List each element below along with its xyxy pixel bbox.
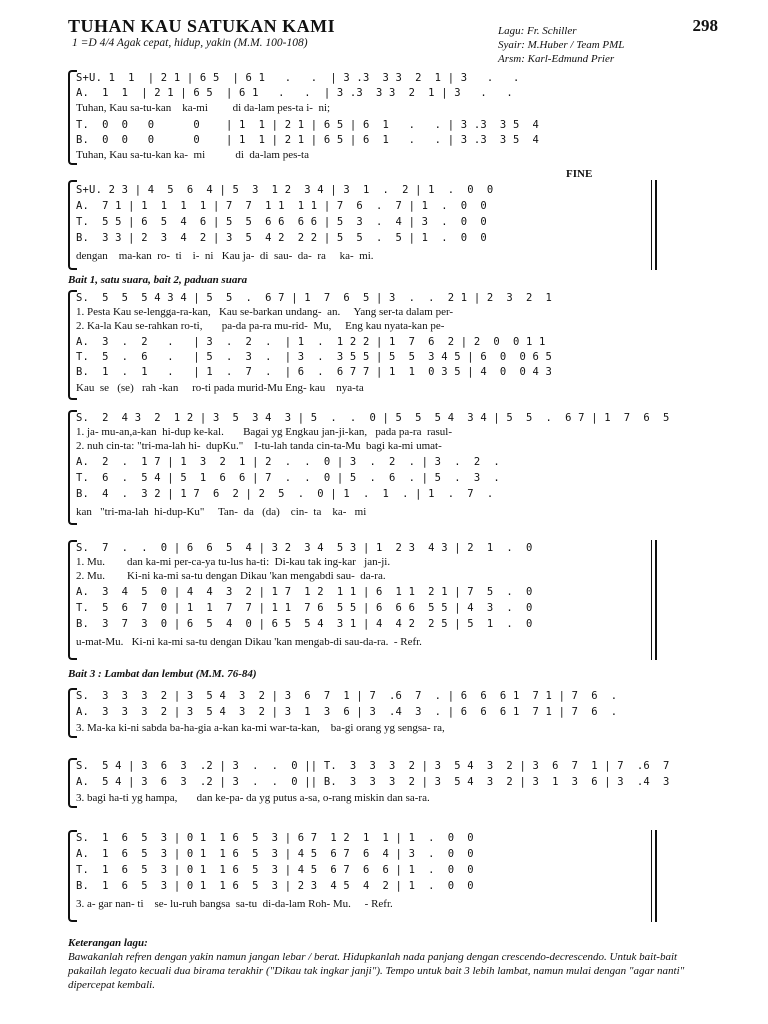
lyric-line: dengan ma-kan ro- ti i- ni Kau ja- di sau- da- ra ka- mi. [76, 250, 374, 262]
lyric-line: Tuhan, Kau sa-tu-kan ka- mi di da-lam pes-ta [76, 149, 309, 161]
part-row: A. 3 3 3 2 | 3 5 4 3 2 | 3 1 3 6 | 3 .4 3 . | 6 6 6 1 7 1 | 7 6 . [76, 706, 618, 718]
credits [498, 24, 624, 66]
lyric-line: Kau se (se) rah -kan ro-ti pada murid-Mu Eng- kau nya-ta [76, 382, 364, 394]
score-system-5 [68, 540, 653, 660]
part-row: S+U. 1 1 | 2 1 | 6 5 | 6 1 . . | 3 .3 3 3 2 1 | 3 . . [76, 72, 520, 84]
part-row: S. 5 5 5 4 3 4 | 5 5 . 6 7 | 1 7 6 5 | 3 . . 2 1 | 2 3 2 1 [76, 292, 553, 304]
final-barline [651, 180, 657, 270]
score-system-7 [68, 758, 670, 808]
part-row: S. 3 3 3 2 | 3 5 4 3 2 | 3 6 7 1 | 7 .6 7 . | 6 6 6 1 7 1 | 7 6 . [76, 690, 618, 702]
song-header [68, 10, 718, 70]
lyric-line: 1. Pesta Kau se-lengga-ra-kan, Kau se-barkan undang- an. Yang ser-ta dalam per- [76, 306, 454, 318]
performance-notes [68, 936, 718, 992]
part-row: S. 2 4 3 2 1 2 | 3 5 3 4 3 | 5 . . 0 | 5 5 5 4 3 4 | 5 5 . 6 7 | 1 7 6 5 [76, 412, 670, 424]
credit-syair: Syair: M.Huber / Team PML [498, 39, 625, 51]
part-row: A. 3 4 5 0 | 4 4 3 2 | 1 7 1 2 1 1 | 6 1 1 2 1 | 7 5 . 0 [76, 586, 533, 598]
lyric-line: 2. Mu. Ki-ni ka-mi sa-tu dengan Dikau 'kan mengabdi sau- da-ra. [76, 570, 386, 582]
song-title: TUHAN KAU SATUKAN KAMI [68, 16, 336, 36]
tempo-marking: 1 =D 4/4 Agak cepat, hidup, yakin (M.M. 100-108) [72, 37, 308, 49]
verse-heading-3: Bait 3 : Lambat dan lembut (M.M. 76-84) [68, 668, 257, 680]
lyric-line: 3. a- gar nan- ti se- lu-ruh bangsa sa-tu di-da-lam Roh- Mu. - Refr. [76, 898, 393, 910]
part-row: S. 7 . . 0 | 6 6 5 4 | 3 2 3 4 5 3 | 1 2 3 4 3 | 2 1 . 0 [76, 542, 533, 554]
verse-heading-1: Bait 1, satu suara, bait 2, paduan suara [68, 274, 248, 286]
lyric-line: 1. Mu. dan ka-mi per-ca-ya tu-lus ha-ti: Di-kau tak ing-kar jan-ji. [76, 556, 391, 568]
part-row: A. 5 4 | 3 6 3 .2 | 3 . . 0 || B. 3 3 3 2 | 3 5 4 3 2 | 3 1 3 6 | 3 .4 3 [76, 776, 670, 788]
part-row: S. 5 4 | 3 6 3 .2 | 3 . . 0 || T. 3 3 3 2 | 3 5 4 3 2 | 3 6 7 1 | 7 .6 7 [76, 760, 670, 772]
notes-text: Bawakanlah refren dengan yakin namun jangan lebar / berat. Hidupkanlah nada panjang dengan crescendo-decrescendo. Untuk bait-bait pakailah legato kecuali dua birama terakhir ("Dikau tak ingkar janji"). Tempo untuk bait 3 lebih lambat, namun mulai dengan "agar nanti" dipercepat kembali. [68, 951, 685, 991]
lyric-line: 2. nuh cin-ta: "tri-ma-lah hi- dupKu." I-tu-lah tanda cin-ta-Mu bagi ka-mi umat- [76, 440, 442, 452]
lyric-line: kan "tri-ma-lah hi-dup-Ku" Tan- da (da) cin- ta ka- mi [76, 506, 367, 518]
score-system-6 [68, 688, 653, 738]
part-row: S. 1 6 5 3 | 0 1 1 6 5 3 | 6 7 1 2 1 1 | 1 . 0 0 [76, 832, 474, 844]
lyric-line: Tuhan, Kau sa-tu-kan ka-mi di da-lam pes-ta i- ni; [76, 102, 331, 114]
score-system-8 [68, 830, 653, 922]
fine-mark: FINE [566, 168, 593, 180]
part-row: B. 0 0 0 0 | 1 1 | 2 1 | 6 5 | 6 1 . . | 3 .3 3 5 4 [76, 134, 540, 146]
lyric-line: 3. bagi ha-ti yg hampa, dan ke-pa- da yg putus a-sa, o-rang miskin dan sa-ra. [76, 792, 430, 804]
song-number: 298 [692, 16, 718, 35]
part-row: A. 7 1 | 1 1 1 1 | 7 7 1 1 1 1 | 7 6 . 7 | 1 . 0 0 [76, 200, 487, 212]
score-system-1 [68, 70, 653, 165]
part-row: A. 1 1 | 2 1 | 6 5 | 6 1 . . | 3 .3 3 3 2 1 | 3 . . [76, 87, 513, 99]
part-row: B. 1 6 5 3 | 0 1 1 6 5 3 | 2 3 4 5 4 2 | 1 . 0 0 [76, 880, 474, 892]
notes-title: Keterangan lagu: [68, 937, 148, 949]
part-row: A. 3 . 2 . | 3 . 2 . | 1 . 1 2 2 | 1 7 6 2 | 2 0 0 1 1 [76, 336, 546, 348]
score-system-3 [68, 290, 653, 400]
part-row: S+U. 2 3 | 4 5 6 4 | 5 3 1 2 3 4 | 3 1 . 2 | 1 . 0 0 [76, 184, 494, 196]
part-row: T. 0 0 0 0 | 1 1 | 2 1 | 6 5 | 6 1 . . | 3 .3 3 5 4 [76, 119, 540, 131]
part-row: B. 3 7 3 0 | 6 5 4 0 | 6 5 5 4 3 1 | 4 4 2 2 5 | 5 1 . 0 [76, 618, 533, 630]
part-row: T. 6 . 5 4 | 5 1 6 6 | 7 . . 0 | 5 . 6 . | 5 . 3 . [76, 472, 500, 484]
credit-lagu: Lagu: Fr. Schiller [498, 25, 577, 37]
score-system-2 [68, 180, 653, 270]
lyric-line: 3. Ma-ka ki-ni sabda ba-ha-gia a-kan ka-mi war-ta-kan, ba-gi orang yg sengsa- ra, [76, 722, 445, 734]
part-row: A. 2 . 1 7 | 1 3 2 1 | 2 . . 0 | 3 . 2 . | 3 . 2 . [76, 456, 500, 468]
credit-arsm: Arsm: Karl-Edmund Prier [498, 53, 615, 65]
part-row: B. 4 . 3 2 | 1 7 6 2 | 2 5 . 0 | 1 . 1 . | 1 . 7 . [76, 488, 494, 500]
part-row: T. 5 . 6 . | 5 . 3 . | 3 . 3 5 5 | 5 5 3 4 5 | 6 0 0 6 5 [76, 351, 553, 363]
part-row: T. 5 5 | 6 5 4 6 | 5 5 6 6 6 6 | 5 3 . 4 | 3 . 0 0 [76, 216, 487, 228]
score-system-4 [68, 410, 670, 525]
lyric-line: 2. Ka-la Kau se-rahkan ro-ti, pa-da pa-ra mu-rid- Mu, Eng kau nyata-kan pe- [76, 320, 445, 332]
final-barline [651, 830, 657, 922]
part-row: A. 1 6 5 3 | 0 1 1 6 5 3 | 4 5 6 7 6 4 | 3 . 0 0 [76, 848, 474, 860]
final-barline [651, 540, 657, 660]
part-row: T. 1 6 5 3 | 0 1 1 6 5 3 | 4 5 6 7 6 6 | 1 . 0 0 [76, 864, 474, 876]
part-row: B. 3 3 | 2 3 4 2 | 3 5 4 2 2 2 | 5 5 . 5 | 1 . 0 0 [76, 232, 487, 244]
lyric-line: u-mat-Mu. Ki-ni ka-mi sa-tu dengan Dikau 'kan mengab-di sau-da-ra. - Refr. [76, 636, 422, 648]
part-row: T. 5 6 7 0 | 1 1 7 7 | 1 1 7 6 5 5 | 6 6 6 5 5 | 4 3 . 0 [76, 602, 533, 614]
part-row: B. 1 . 1 . | 1 . 7 . | 6 . 6 7 7 | 1 1 0 3 5 | 4 0 0 4 3 [76, 366, 553, 378]
lyric-line: 1. ja- mu-an,a-kan hi-dup ke-kal. Bagai yg Engkau jan-ji-kan, pada pa-ra rasul- [76, 426, 453, 438]
